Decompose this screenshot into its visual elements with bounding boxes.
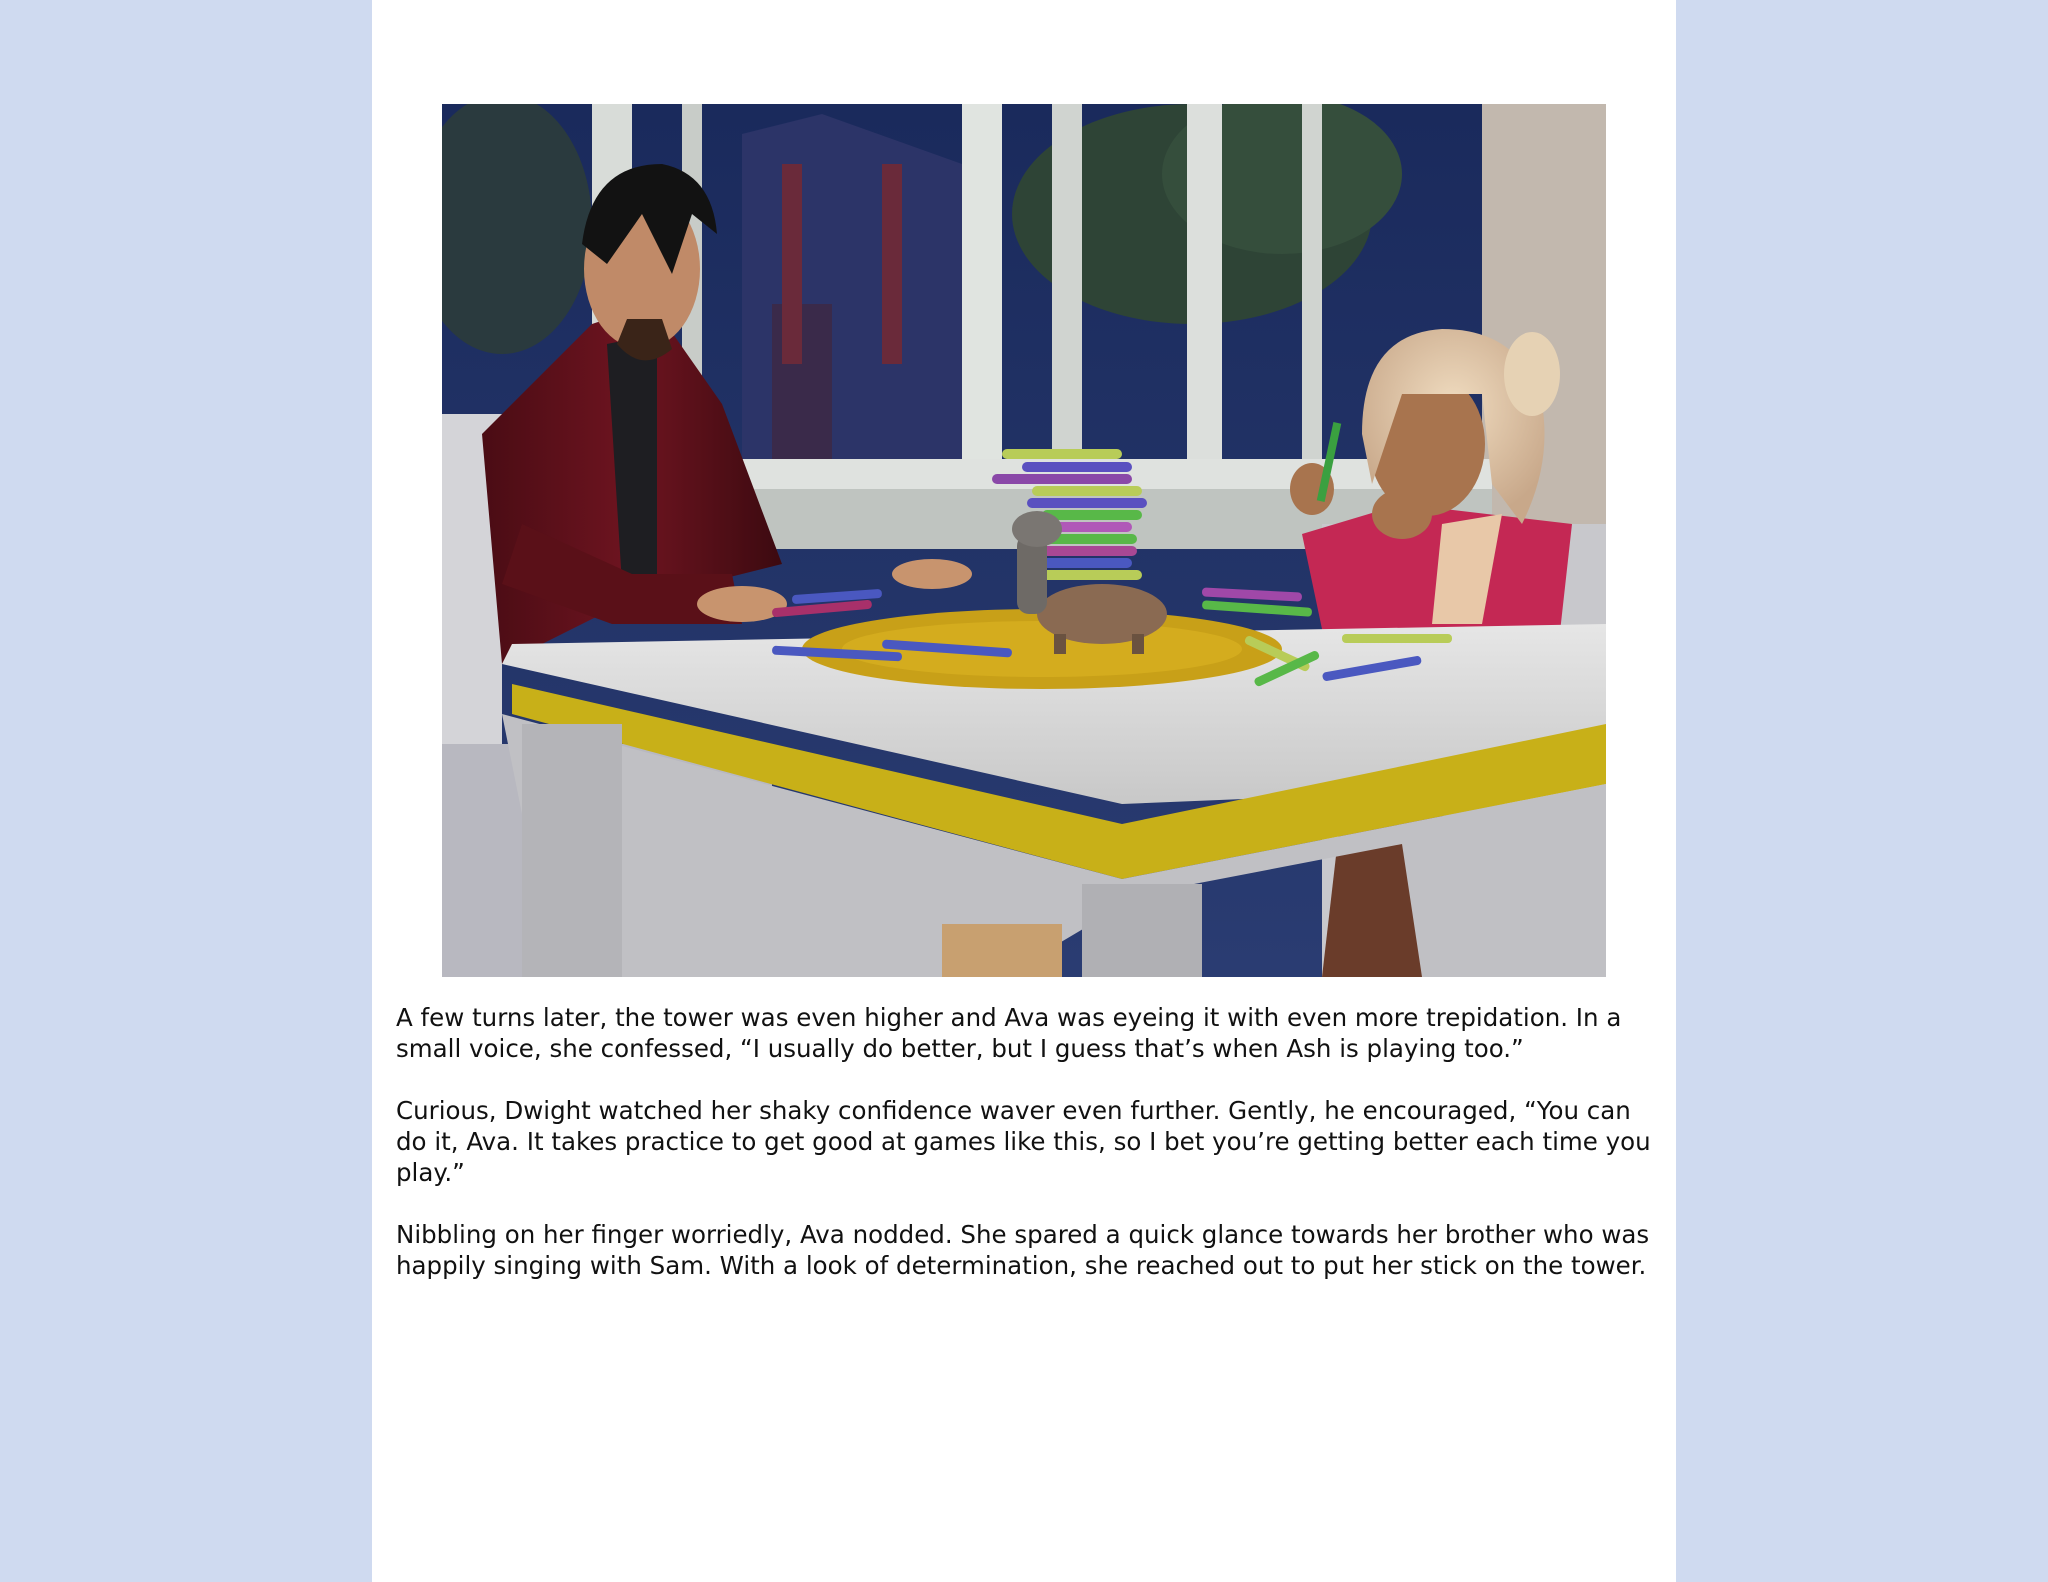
story-illustration xyxy=(442,104,1606,977)
story-page xyxy=(372,0,1676,1582)
story-paragraph-1: A few turns later, the tower was even higher and Ava was eyeing it with even more trepidation. In a small voice, she confessed, “I usually do better, but I guess that’s when Ash is playing too.” xyxy=(396,1003,1622,1063)
story-paragraph-3: Nibbling on her finger worriedly, Ava nodded. She spared a quick glance towards her brother who was happily singing with Sam. With a look of determination, she reached out to put her stick on the tower. xyxy=(396,1220,1650,1280)
story-paragraph-2: Curious, Dwight watched her shaky confidence waver even further. Gently, he encouraged, “You can do it, Ava. It takes practice to get good at games like this, so I bet you’re getting better each time you play.” xyxy=(396,1096,1651,1187)
game-scene-image xyxy=(442,104,1606,977)
story-text xyxy=(396,1002,1656,1312)
